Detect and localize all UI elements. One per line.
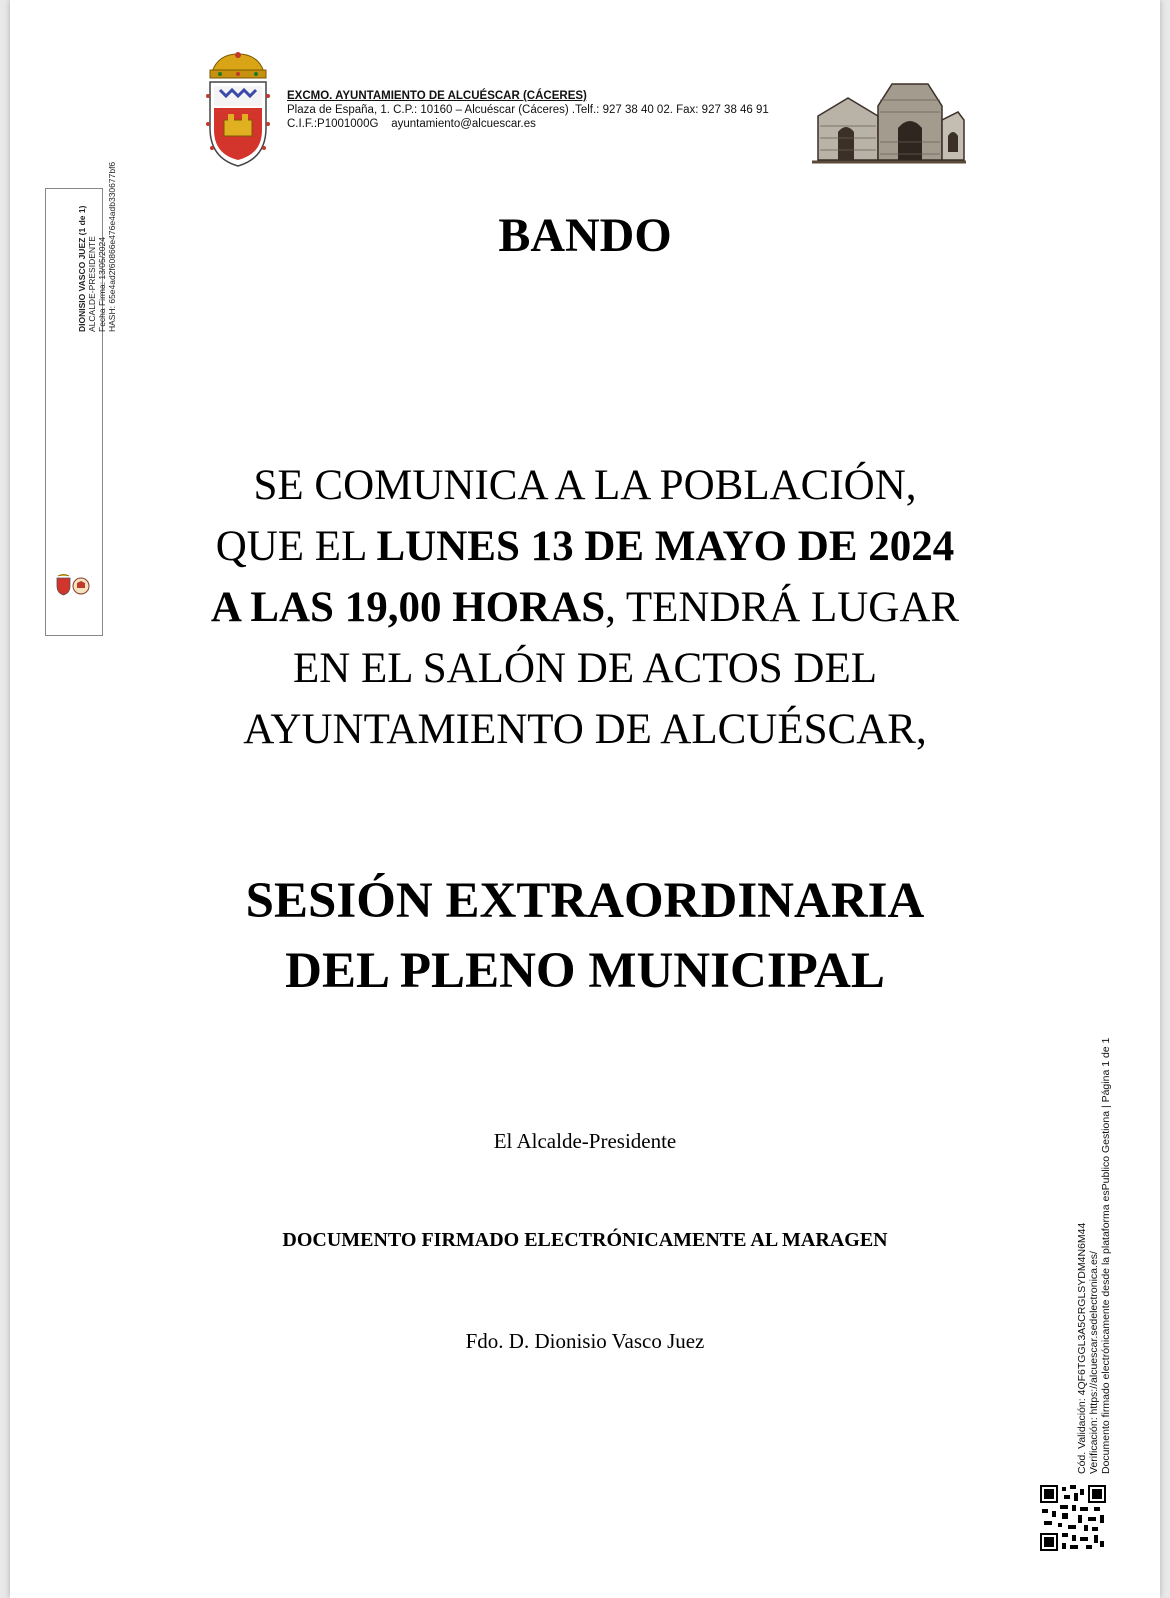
signature-name: DIONISIO VASCO JUEZ (1 de 1) [77, 205, 87, 332]
qr-code-icon [1040, 1485, 1106, 1551]
document-page [10, 0, 1160, 1598]
header-block [287, 89, 769, 131]
validation-block [1076, 954, 1112, 1474]
signature-stamp-text [77, 32, 117, 332]
signed-note: DOCUMENTO FIRMADO ELECTRÓNICAMENTE AL MARAGEN [282, 1229, 888, 1251]
page-title: BANDO [498, 209, 672, 262]
signature-date: Fecha Firma: 13/05/2024 [97, 237, 107, 332]
stamp-logo-icon [54, 574, 92, 596]
header-address: Plaza de España, 1. C.P.: 10160 – Alcuéscar (Cáceres) .Telf.: 927 38 40 02. Fax: 927 38 46 91 [287, 104, 769, 116]
session-title [10, 866, 1160, 1006]
signature-role: ALCALDE-PRESIDENTE [87, 236, 97, 332]
coat-of-arms-icon [198, 50, 278, 170]
signatory-role: El Alcalde-Presidente [493, 1129, 677, 1153]
session-line-1: SESIÓN EXTRAORDINARIA [245, 873, 925, 929]
church-photo-icon [808, 76, 970, 166]
announcement-line-1: SE COMUNICA A LA POBLACIÓN, [253, 462, 917, 509]
header-cif-email: C.I.F.:P1001000G ayuntamiento@alcuescar.es [287, 118, 536, 130]
announcement-text [10, 455, 1160, 760]
meeting-time: A LAS 19,00 HORAS [210, 584, 606, 631]
session-line-2: DEL PLENO MUNICIPAL [285, 943, 885, 999]
announcement-line-5: AYUNTAMIENTO DE ALCUÉSCAR, [243, 706, 927, 753]
signature-hash: HASH: 65e4ad2f60866e476e4adb330677bf6 [107, 161, 117, 332]
announcement-line-2: QUE EL LUNES 13 DE MAYO DE 2024 [215, 523, 955, 570]
validation-code: Cód. Validación: 4QF6TGGL3A5CRGLSYDM4N6M44 [1076, 1222, 1088, 1474]
announcement-line-4: EN EL SALÓN DE ACTOS DEL [292, 645, 878, 692]
announcement-line-3: A LAS 19,00 HORAS, TENDRÁ LUGAR [210, 584, 960, 631]
validation-platform: Documento firmado electrónicamente desde la plataforma esPublico Gestiona | Página 1 de 1 [1100, 1037, 1112, 1474]
signed-by: Fdo. D. Dionisio Vasco Juez [465, 1329, 705, 1353]
validation-url: Verificación: https://alcuescar.sedelectronica.es/ [1088, 1251, 1100, 1474]
meeting-date: LUNES 13 DE MAYO DE 2024 [376, 523, 955, 570]
header-title: EXCMO. AYUNTAMIENTO DE ALCUÉSCAR (CÁCERES) [287, 90, 587, 102]
